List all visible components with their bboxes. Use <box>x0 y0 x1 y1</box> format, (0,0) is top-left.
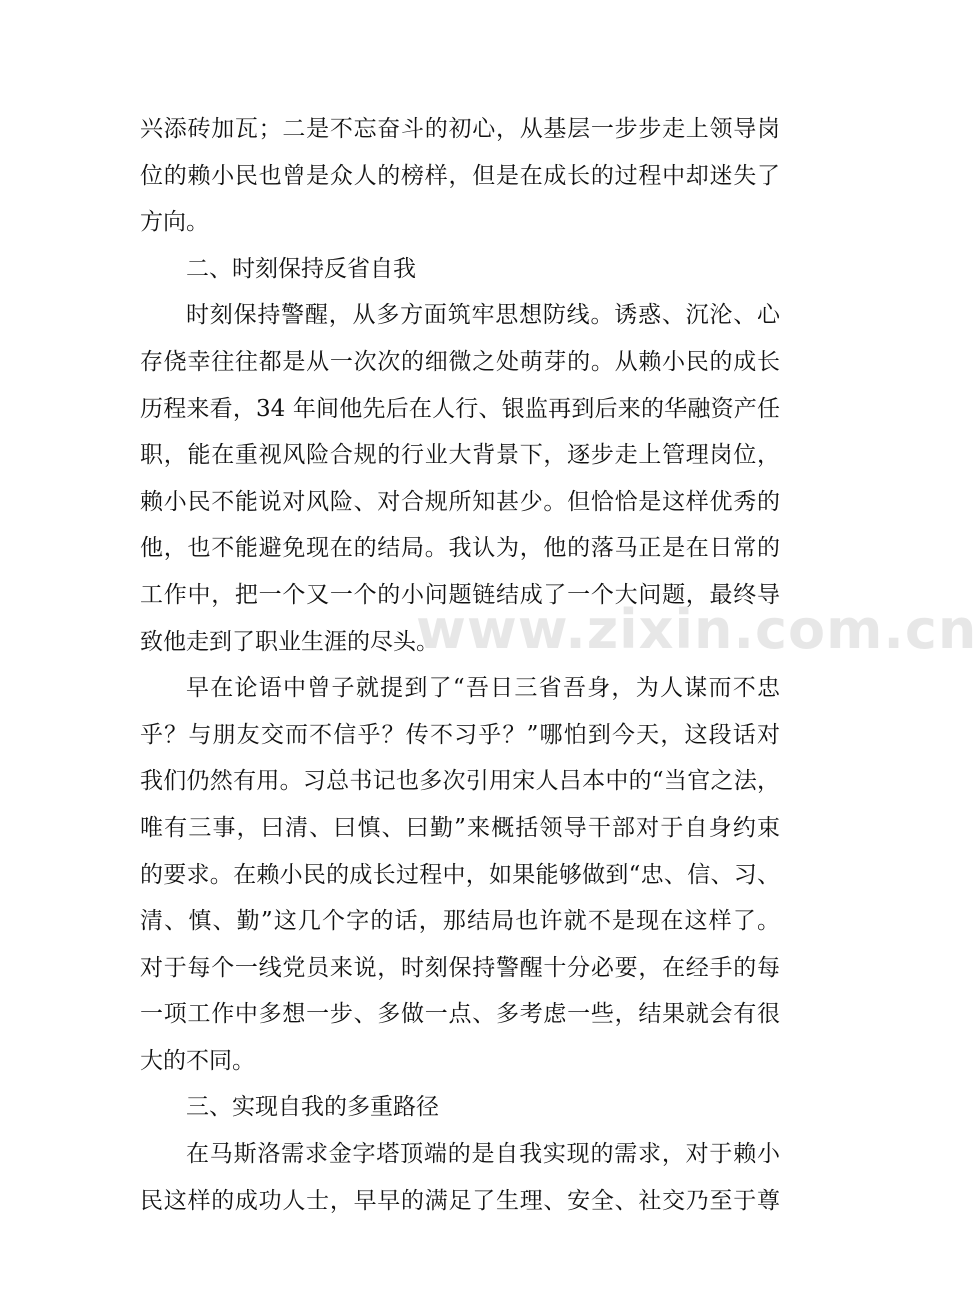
section-heading: 二、时刻保持反省自我 <box>186 255 416 282</box>
body-line: 我们仍然有用。习总书记也多次引用宋人吕本中的“当官之法， <box>140 768 780 795</box>
document-body <box>140 106 780 1224</box>
body-line: 存侥幸往往都是从一次次的细微之处萌芽的。从赖小民的成长 <box>140 348 780 375</box>
body-line: 早在论语中曾子就提到了“吾日三省吾身，为人谋而不忠 <box>186 675 780 702</box>
body-line: 唯有三事，曰清、曰慎、曰勤”来概括领导干部对于自身约束 <box>140 814 780 841</box>
body-line: 乎？与朋友交而不信乎？传不习乎？”哪怕到今天，这段话对 <box>140 721 780 748</box>
body-line: 清、慎、勤”这几个字的话，那结局也许就不是现在这样了。 <box>140 908 780 935</box>
body-line: 一项工作中多想一步、多做一点、多考虑一些，结果就会有很 <box>140 1001 780 1028</box>
watermark-text: www.zixin.com.cn <box>416 598 977 661</box>
body-line: 在马斯洛需求金字塔顶端的是自我实现的需求，对于赖小 <box>186 1141 780 1168</box>
body-line: 赖小民不能说对风险、对合规所知甚少。但恰恰是这样优秀的 <box>140 488 780 515</box>
body-line: 历程来看，34 年间他先后在人行、银监再到后来的华融资产任 <box>140 395 780 422</box>
section-heading: 三、实现自我的多重路径 <box>186 1094 439 1121</box>
body-line: 民这样的成功人士，早早的满足了生理、安全、社交乃至于尊 <box>140 1187 780 1214</box>
body-line: 他，也不能避免现在的结局。我认为，他的落马正是在日常的 <box>140 535 780 562</box>
body-line: 对于每个一线党员来说，时刻保持警醒十分必要，在经手的每 <box>140 954 780 981</box>
body-line: 职，能在重视风险合规的行业大背景下，逐步走上管理岗位， <box>140 442 780 469</box>
body-line: 兴添砖加瓦；二是不忘奋斗的初心，从基层一步步走上领导岗 <box>140 116 780 142</box>
body-line: 大的不同。 <box>140 1047 255 1074</box>
body-line: 位的赖小民也曾是众人的榜样，但是在成长的过程中却迷失了 <box>140 162 780 189</box>
body-line: 的要求。在赖小民的成长过程中，如果能够做到“忠、信、习、 <box>140 861 780 888</box>
body-line: 方向。 <box>140 209 209 236</box>
body-line: 时刻保持警醒，从多方面筑牢思想防线。诱惑、沉沦、心 <box>186 302 780 329</box>
body-line: 工作中，把一个又一个的小问题链结成了一个大问题，最终导 <box>140 581 780 608</box>
body-line: 致他走到了职业生涯的尽头。 <box>140 628 439 655</box>
